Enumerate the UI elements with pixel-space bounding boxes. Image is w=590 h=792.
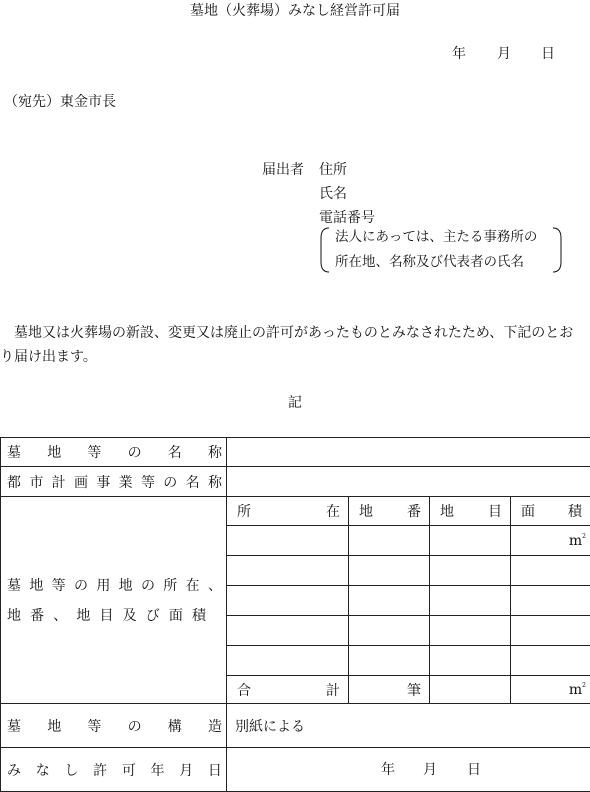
category-cell[interactable]	[430, 556, 511, 586]
permit-month-label: 月	[423, 761, 437, 778]
total-label	[227, 676, 349, 704]
location-cell[interactable]	[227, 616, 349, 646]
spaced-label	[7, 605, 222, 625]
label-char: 地	[118, 578, 133, 594]
label-char: 、	[53, 608, 68, 624]
notification-table	[0, 437, 590, 792]
date-year-label: 年	[452, 46, 466, 62]
label-char: 月	[179, 762, 194, 779]
area-cell[interactable]	[511, 646, 590, 676]
label-char: 所	[237, 504, 251, 520]
area-cell[interactable]	[511, 556, 590, 586]
location-cell[interactable]	[227, 556, 349, 586]
project-value-cell[interactable]	[227, 467, 590, 497]
total-area-unit: $m^2$	[568, 681, 586, 698]
label-char: 日	[207, 762, 222, 779]
total-lots-unit: 筆	[407, 682, 421, 699]
structure-value: 別紙による	[235, 718, 305, 735]
label-char: 地	[29, 578, 44, 594]
category-cell[interactable]	[430, 526, 511, 556]
label-char: 墓	[7, 718, 21, 735]
label-char: 番	[30, 608, 45, 624]
permit-day-label: 日	[467, 761, 481, 778]
label-char: 地	[47, 718, 62, 735]
label-char: の	[140, 578, 155, 594]
label-char: 造	[207, 718, 222, 735]
date-value-cell[interactable]	[227, 748, 590, 792]
area-cell[interactable]	[511, 616, 590, 646]
permit-year-label: 年	[381, 761, 395, 778]
category-cell[interactable]	[430, 586, 511, 616]
spaced-label	[7, 442, 222, 462]
label-char: し	[64, 762, 79, 779]
label-char: な	[35, 762, 50, 779]
body-paragraph: 墓地又は火葬場の新設、変更又は廃止の許可があったものとみなされたため、下記のとおり届け出ます。	[0, 325, 574, 365]
filer-name-label: 氏名	[319, 186, 347, 202]
label-char: 積	[568, 504, 582, 520]
label-char: 用	[96, 578, 111, 594]
date-day-label: 日	[541, 46, 555, 62]
label-char: 積	[192, 608, 206, 624]
label-char: 都	[7, 474, 21, 491]
filer-label: 届出者	[262, 162, 304, 178]
spaced-label	[237, 680, 340, 700]
location-cell[interactable]	[227, 646, 349, 676]
area-cell[interactable]	[511, 526, 590, 556]
structure-value-cell[interactable]	[227, 704, 590, 748]
location-cell[interactable]	[227, 586, 349, 616]
area-cell[interactable]	[511, 586, 590, 616]
label-char: 等	[51, 578, 66, 594]
label-char: 地	[440, 504, 454, 520]
label-char: の	[127, 445, 142, 461]
label-char: 計	[326, 682, 340, 699]
label-char: 地	[47, 445, 62, 461]
table-row-date	[1, 748, 590, 792]
total-lots-cell[interactable]	[349, 676, 430, 704]
label-char: 所	[163, 578, 178, 594]
label-char: 等	[87, 445, 102, 461]
lot-cell[interactable]	[349, 556, 430, 586]
spaced-label	[440, 501, 502, 521]
spaced-label	[7, 575, 222, 595]
label-char: 年	[150, 762, 165, 779]
label-char: 等	[140, 474, 155, 491]
name-value-cell[interactable]	[227, 438, 590, 467]
label-char: の	[127, 718, 142, 735]
row-project-label	[1, 467, 227, 497]
table-row-land-header	[1, 497, 590, 526]
row-name-label	[1, 438, 227, 467]
label-char: 許	[93, 762, 108, 779]
label-char: 名	[167, 445, 182, 461]
spaced-label	[359, 501, 421, 521]
label-char: 在	[185, 578, 200, 594]
label-char: び	[145, 608, 160, 624]
label-char: 目	[99, 608, 114, 624]
note-line-2: 所在地、名称及び代表者の氏名	[335, 254, 524, 270]
spaced-label	[521, 501, 582, 521]
label-char: 面	[168, 608, 183, 624]
label-char: 及	[122, 608, 137, 624]
category-cell[interactable]	[430, 646, 511, 676]
date-month-label: 月	[497, 46, 511, 62]
label-char: 市	[29, 474, 44, 491]
row-date-label	[1, 748, 227, 792]
ki-heading: 記	[288, 395, 302, 411]
table-row-project	[1, 467, 590, 497]
label-char: 構	[167, 718, 182, 735]
corporate-note	[319, 227, 563, 273]
area-unit: $m^2$	[568, 532, 586, 549]
label-char: 在	[326, 504, 340, 520]
label-char: 事	[96, 474, 111, 491]
label-char: の	[163, 474, 178, 491]
filer-address-label: 住所	[319, 162, 347, 178]
total-area-cell[interactable]	[511, 676, 590, 704]
date-fields	[227, 762, 590, 778]
location-cell[interactable]	[227, 526, 349, 556]
spaced-label	[237, 501, 340, 521]
col-lot-header	[349, 497, 430, 526]
label-char: 画	[73, 474, 88, 491]
label-char: 墓	[7, 578, 21, 594]
label-char: 計	[51, 474, 66, 491]
table-row-name	[1, 438, 590, 467]
label-char: 目	[488, 504, 502, 520]
label-char: 番	[407, 504, 421, 520]
addressee: （宛先）東金市長	[4, 94, 116, 110]
table-row-structure	[1, 704, 590, 748]
lot-cell[interactable]	[349, 646, 430, 676]
lot-cell[interactable]	[349, 586, 430, 616]
col-category-header	[430, 497, 511, 526]
label-char: 等	[87, 718, 102, 735]
label-char: 地	[76, 608, 91, 624]
label-char: 面	[521, 504, 535, 520]
row-structure-label	[1, 704, 227, 748]
filer-phone-label: 電話番号	[319, 210, 375, 226]
label-char: 地	[7, 608, 21, 624]
lot-cell[interactable]	[349, 616, 430, 646]
col-location-header	[227, 497, 349, 526]
document-title: 墓地（火葬場）みなし経営許可届	[190, 3, 400, 19]
col-area-header	[511, 497, 590, 526]
label-char: み	[7, 762, 21, 779]
label-char: 、	[207, 578, 222, 594]
total-category-cell[interactable]	[430, 676, 511, 704]
label-char: 名	[185, 474, 200, 491]
label-char: 地	[359, 504, 373, 520]
note-line-1: 法人にあっては、主たる事務所の	[335, 229, 538, 245]
label-char: 称	[207, 474, 222, 491]
label-char: 墓	[7, 445, 21, 461]
label-char: 可	[121, 762, 136, 779]
label-char: 合	[237, 682, 251, 699]
lot-cell[interactable]	[349, 526, 430, 556]
spaced-label	[7, 716, 222, 736]
category-cell[interactable]	[430, 616, 511, 646]
spaced-label	[7, 472, 222, 492]
row-land-label	[1, 497, 227, 704]
spaced-label	[7, 760, 222, 780]
label-char: 称	[207, 445, 222, 461]
label-char: の	[73, 578, 88, 594]
label-char: 業	[118, 474, 133, 491]
